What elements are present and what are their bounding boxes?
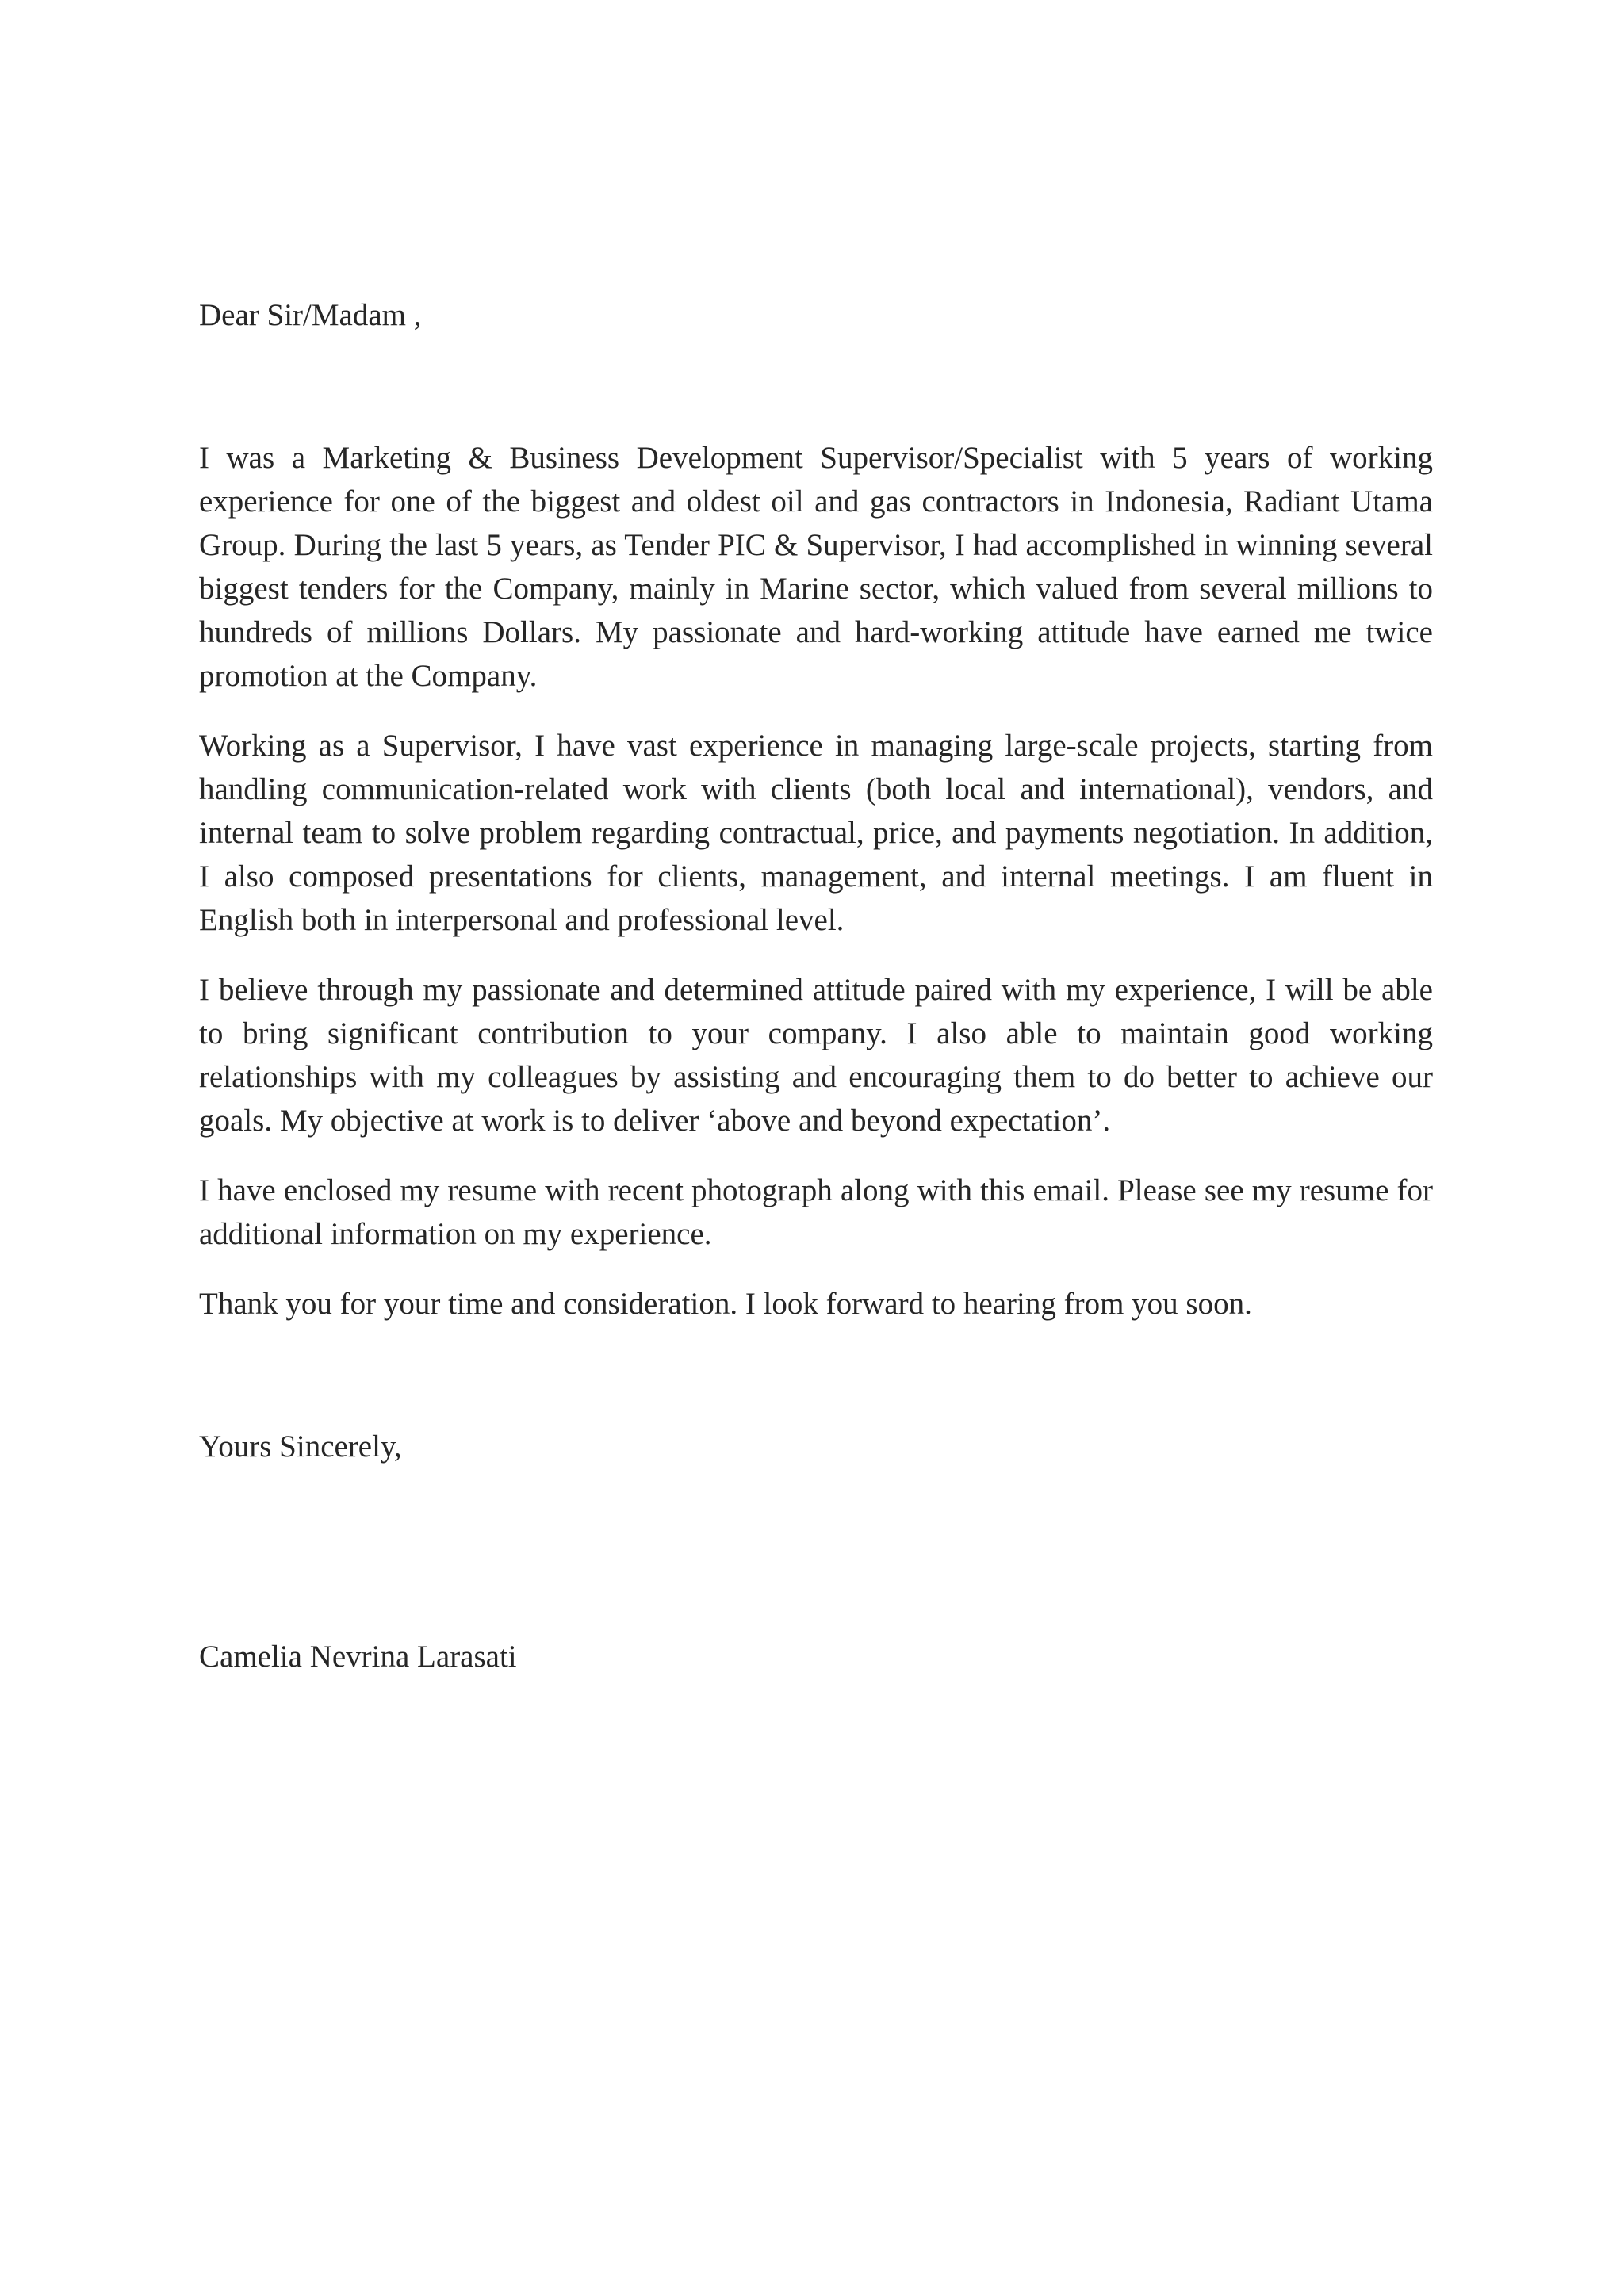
paragraph-contribution: I believe through my passionate and determined attitude paired with my experience, I will be able to bring significant contribution to your company. I also able to maintain good working relationships with my colleagues by assisting and encouraging them to do better to achieve our goals. My objective at work is to deliver ‘above and beyond expectation’. xyxy=(199,973,1433,1138)
cover-letter xyxy=(199,293,1433,1678)
salutation: Dear Sir/Madam , xyxy=(199,298,422,332)
paragraph-resume-enclosed: I have enclosed my resume with recent photograph along with this email. Please see my resume for additional information on my experience. xyxy=(199,1173,1433,1251)
paragraph-thank-you: Thank you for your time and consideration. I look forward to hearing from you soon. xyxy=(199,1287,1252,1321)
closing: Yours Sincerely, xyxy=(199,1429,402,1464)
paragraph-supervisor-role: Working as a Supervisor, I have vast experience in managing large-scale projects, starting from handling communication-related work with clients (both local and international), vendors, and internal team to solve problem regarding contractual, price, and payments negotiation. In addition, I also composed presentations for clients, management, and internal meetings. I am fluent in English both in interpersonal and professional level. xyxy=(199,729,1433,937)
signature-name: Camelia Nevrina Larasati xyxy=(199,1640,517,1674)
paragraph-experience: I was a Marketing & Business Development Supervisor/Specialist with 5 years of working experience for one of the biggest and oldest oil and gas contractors in Indonesia, Radiant Utama Group. During the last 5 years, as Tender PIC & Supervisor, I had accomplished in winning several biggest tenders for the Company, mainly in Marine sector, which valued from several millions to hundreds of millions Dollars. My passionate and hard-working attitude have earned me twice promotion at the Company. xyxy=(199,441,1433,693)
